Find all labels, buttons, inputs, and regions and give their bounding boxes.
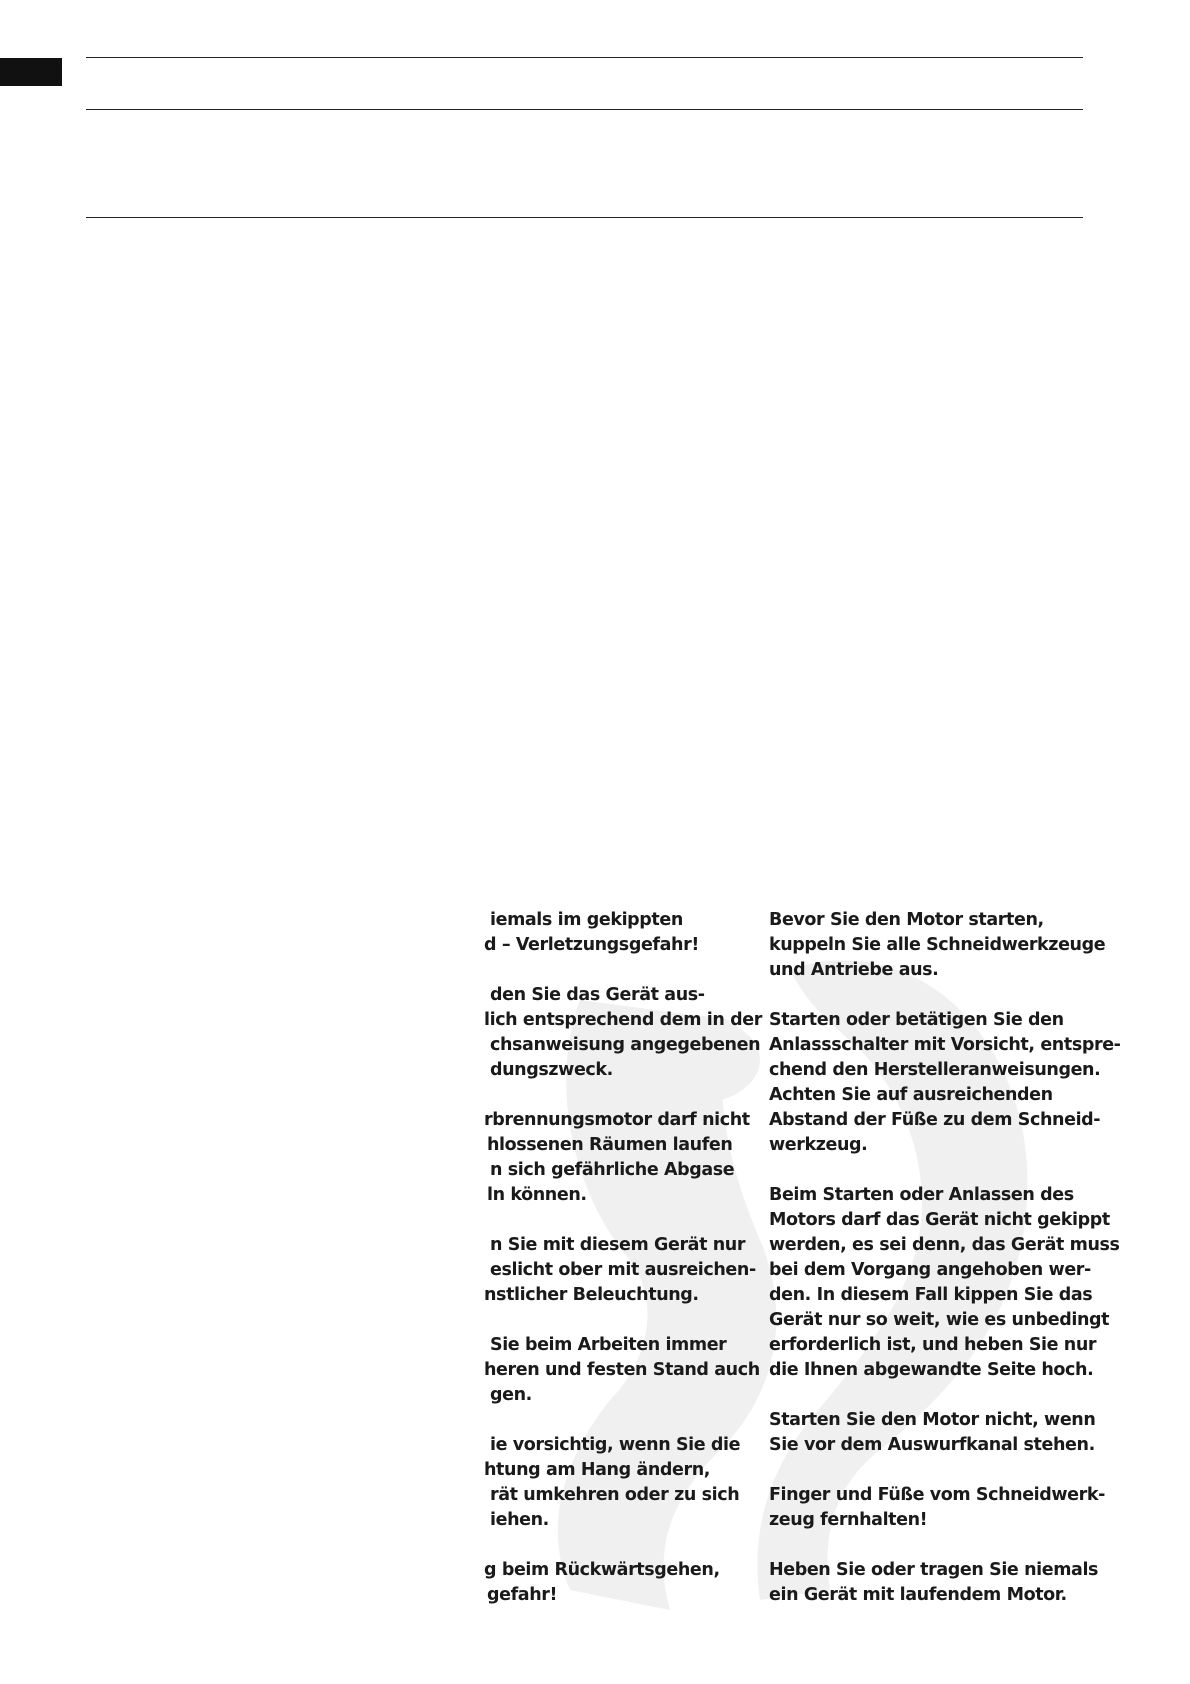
text-line: Bevor Sie den Motor starten, [769,910,1044,930]
text-line: gefahr! [487,1585,558,1605]
header-rule-middle [86,109,1083,110]
text-line: ln können. [487,1185,587,1205]
text-line: erforderlich ist, und heben Sie nur [769,1335,1097,1355]
right-paragraph-4 [769,1408,1096,1458]
left-paragraph-7 [484,1558,764,1608]
right-paragraph-5 [769,1483,1105,1533]
text-line: kuppeln Sie alle Schneidwerkzeuge [769,935,1106,955]
text-line: n sich gefährliche Abgase [490,1160,735,1180]
text-line: Motors darf das Gerät nicht gekippt [769,1210,1110,1230]
right-paragraph-6 [769,1558,1099,1608]
text-line: nstlicher Beleuchtung. [484,1285,699,1305]
text-line: heren und festen Stand auch [484,1360,760,1380]
text-line: den. In diesem Fall kippen Sie das [769,1285,1093,1305]
text-line: d – Verletzungsgefahr! [484,935,699,955]
text-line: bei dem Vorgang angehoben wer- [769,1260,1091,1280]
text-line: htung am Hang ändern, [484,1460,711,1480]
text-line: werden, es sei denn, das Gerät muss [769,1235,1120,1255]
text-line: chend den Herstelleranweisungen. [769,1060,1101,1080]
header-rule-top [86,57,1083,58]
text-line: n Sie mit diesem Gerät nur [490,1235,746,1255]
text-line: den Sie das Gerät aus- [490,985,705,1005]
header-rule-bottom [86,217,1083,218]
section-tab-marker [0,58,62,86]
left-paragraph-4 [484,1233,764,1308]
text-line: iemals im gekippten [490,910,683,930]
text-line: Sie beim Arbeiten immer [490,1335,727,1355]
safety-notes-left-column [484,908,764,1633]
text-line: Abstand der Füße zu dem Schneid- [769,1110,1101,1130]
text-line: ein Gerät mit laufendem Motor. [769,1585,1067,1605]
text-line: Starten oder betätigen Sie den [769,1010,1064,1030]
text-line: ie vorsichtig, wenn Sie die [490,1435,741,1455]
left-paragraph-1 [484,908,764,958]
text-line: lich entsprechend dem in der [484,1010,762,1030]
right-paragraph-1 [769,908,1106,983]
text-line: Gerät nur so weit, wie es unbedingt [769,1310,1110,1330]
text-line: rbrennungsmotor darf nicht [484,1110,750,1130]
text-line: und Antriebe aus. [769,960,939,980]
text-line: werkzeug. [769,1135,868,1155]
text-line: Achten Sie auf ausreichenden [769,1085,1053,1105]
left-paragraph-3 [484,1108,764,1208]
text-line: Starten Sie den Motor nicht, wenn [769,1410,1096,1430]
left-paragraph-6 [484,1433,764,1533]
text-line: Heben Sie oder tragen Sie niemals [769,1560,1099,1580]
text-line: gen. [490,1385,532,1405]
text-line: chsanweisung angegebenen [490,1035,761,1055]
text-line: dungszweck. [490,1060,613,1080]
left-paragraph-2 [484,983,764,1083]
text-line: g beim Rückwärtsgehen, [484,1560,720,1580]
text-line: Anlassschalter mit Vorsicht, entspre- [769,1035,1121,1055]
text-line: Finger und Füße vom Schneidwerk- [769,1485,1105,1505]
right-paragraph-2 [769,1008,1121,1158]
text-line: hlossenen Räumen laufen [487,1135,733,1155]
text-line: rät umkehren oder zu sich [490,1485,740,1505]
right-paragraph-3 [769,1183,1120,1383]
text-line: Beim Starten oder Anlassen des [769,1185,1074,1205]
text-line: iehen. [490,1510,549,1530]
text-line: zeug fernhalten! [769,1510,928,1530]
left-paragraph-5 [484,1333,764,1408]
text-line: Sie vor dem Auswurfkanal stehen. [769,1435,1095,1455]
text-line: eslicht ober mit ausreichen- [490,1260,756,1280]
safety-notes-right-column [769,908,1121,1633]
text-line: die Ihnen abgewandte Seite hoch. [769,1360,1094,1380]
